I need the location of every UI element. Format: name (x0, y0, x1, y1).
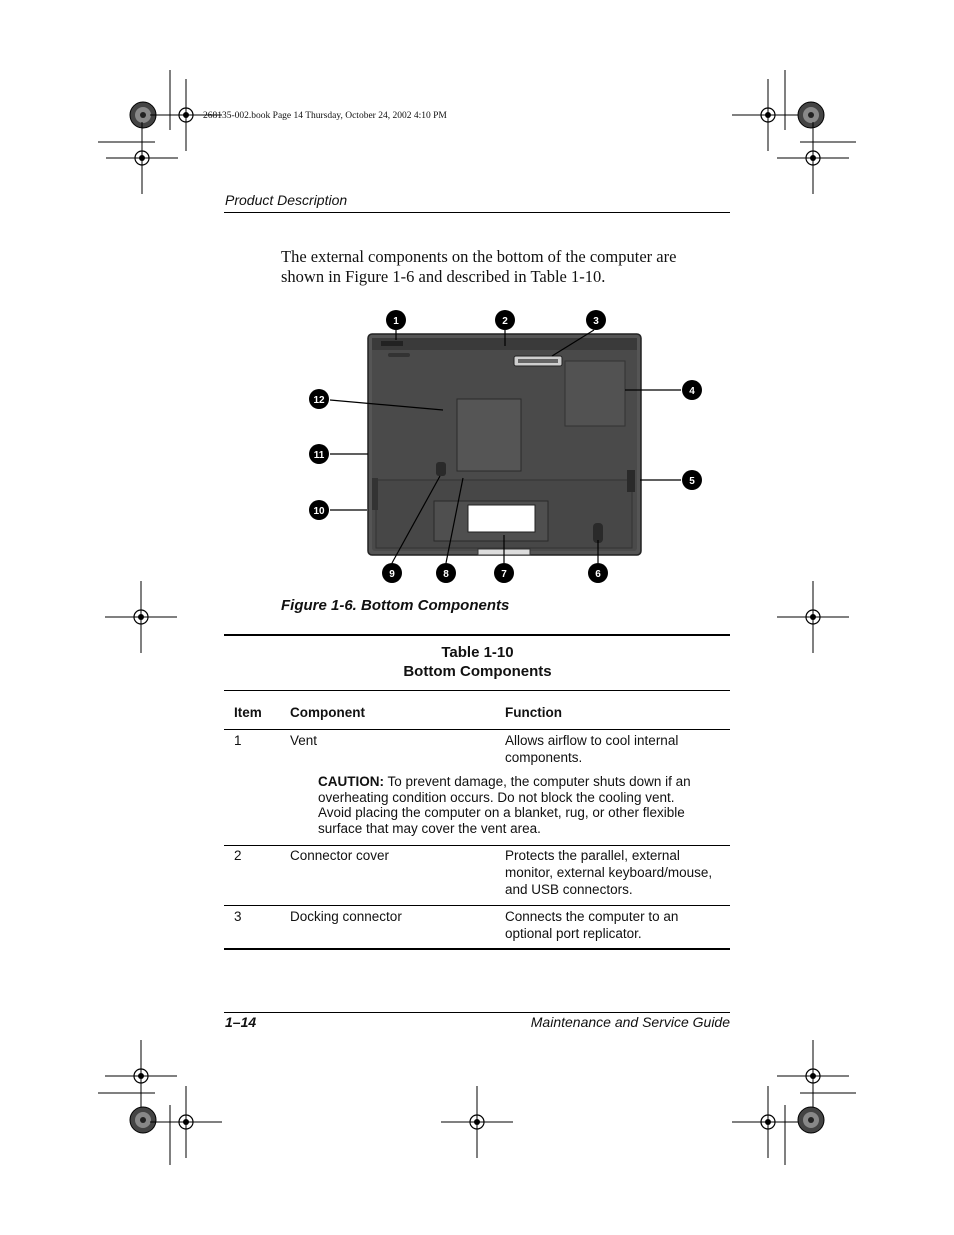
page-number: 1–14 (225, 1014, 257, 1030)
header-row-rule (224, 729, 730, 730)
caution-text: To prevent damage, the computer shuts down if an overheating condition occurs. Do not block the cooling vent. Avoid placing the computer on a blanket, rug, or other flexible surface that may cover the vent area. (318, 774, 691, 836)
table-number: Table 1-10 (441, 644, 514, 661)
row-3-function: Connects the computer to an optional port replicator. (505, 909, 679, 941)
table-title: Bottom Components (403, 663, 552, 680)
header-rule (224, 212, 730, 213)
callout-4-label: 4 (689, 386, 695, 397)
row-3-item: 3 (234, 909, 242, 924)
row-2-function: Protects the parallel, external monitor, external keyboard/mouse, and USB connectors. (505, 848, 713, 897)
caution-note (318, 774, 698, 836)
col-header-item: Item (234, 705, 262, 720)
callout-7-label: 7 (501, 569, 507, 580)
table-title-rule (224, 690, 730, 691)
callout-3-label: 3 (593, 316, 599, 327)
callout-1-label: 1 (393, 316, 399, 327)
figure-caption: Figure 1-6. Bottom Components (281, 597, 510, 614)
intro-paragraph: The external components on the bottom of the computer are shown in Figure 1-6 and described in Table 1-10. (281, 247, 677, 286)
row-2-component: Connector cover (290, 848, 390, 863)
row-1-item: 1 (234, 733, 242, 748)
callout-8-label: 8 (443, 569, 449, 580)
callout-11-label: 11 (313, 450, 325, 461)
row-1-rule (224, 845, 730, 846)
callout-6-label: 6 (595, 569, 601, 580)
col-header-function: Function (505, 705, 562, 720)
row-1-component: Vent (290, 733, 318, 748)
row-2-rule (224, 905, 730, 906)
callout-5-label: 5 (689, 476, 695, 487)
bottom-components-figure (300, 305, 720, 595)
col-header-component: Component (290, 705, 365, 720)
callout-12-label: 12 (313, 395, 325, 406)
table-bottom-rule (224, 948, 730, 950)
caution-label: CAUTION: (318, 774, 384, 789)
row-1-function: Allows airflow to cool internal components. (505, 733, 679, 765)
running-header: Product Description (225, 192, 348, 208)
row-3-component: Docking connector (290, 909, 402, 924)
row-2-item: 2 (234, 848, 242, 863)
callout-9-label: 9 (389, 569, 395, 580)
table-top-rule (224, 634, 730, 636)
footer-title: Maintenance and Service Guide (530, 1014, 730, 1030)
callout-2-label: 2 (502, 316, 508, 327)
footer-rule (224, 1012, 730, 1013)
print-slug: 268135-002.book Page 14 Thursday, October 24, 2002 4:10 PM (203, 111, 447, 121)
callout-10-label: 10 (313, 506, 325, 517)
